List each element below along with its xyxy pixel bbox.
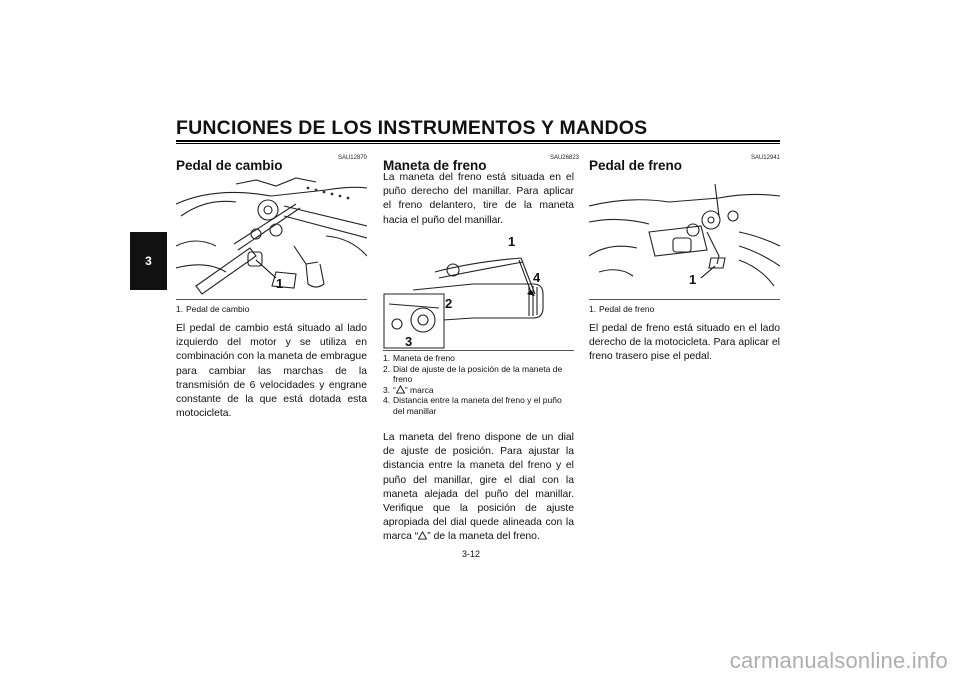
figure-caption bbox=[176, 304, 367, 315]
triangle-mark-icon bbox=[418, 531, 427, 540]
shift-pedal-figure bbox=[176, 176, 367, 298]
section-code: SAU12870 bbox=[337, 155, 367, 161]
figure-callout-1: 1 bbox=[276, 276, 284, 291]
page-header-title: FUNCIONES DE LOS INSTRUMENTOS Y MANDOS bbox=[176, 117, 648, 139]
brake-pedal-figure bbox=[589, 176, 780, 298]
figure-callout-3: 3 bbox=[405, 334, 413, 349]
watermark: carmanualsonline.info bbox=[729, 648, 948, 673]
figure-caption bbox=[589, 304, 780, 315]
figure-callout-1: 1 bbox=[689, 272, 697, 287]
caption-divider bbox=[383, 350, 574, 351]
caption-divider bbox=[589, 299, 780, 300]
caption-item: 4. Distancia entre la maneta del freno y el puño del manillar bbox=[383, 395, 562, 416]
header-rule bbox=[176, 140, 780, 142]
figure-callout-2: 2 bbox=[445, 296, 453, 311]
page-number: 3-12 bbox=[462, 549, 481, 559]
section-code: SAU26823 bbox=[549, 155, 579, 161]
chapter-tab: 3 bbox=[130, 232, 167, 290]
brake-lever-figure bbox=[383, 232, 574, 350]
section-title: Pedal de freno bbox=[589, 158, 683, 173]
caption-item: 1. Pedal de cambio bbox=[176, 304, 250, 314]
section-title: Pedal de cambio bbox=[176, 158, 283, 173]
section-title: Maneta de freno bbox=[383, 158, 487, 173]
caption-item: 1. Pedal de freno bbox=[589, 304, 655, 314]
section-code: SAU12941 bbox=[750, 155, 780, 161]
figure-caption bbox=[383, 353, 574, 416]
caption-item: 2. Dial de ajuste de la posición de la maneta de freno bbox=[383, 363, 563, 384]
triangle-mark-icon bbox=[396, 385, 405, 394]
intro-paragraph: La maneta del freno está situada en el puño derecho del manillar. Para aplicar el freno delantero, tire de la maneta hacia el puño del manillar. bbox=[383, 172, 574, 226]
body-paragraph: La maneta del freno dispone de un dial de ajuste de posición. Para ajustar la distancia entre la maneta del freno y el puño del manillar, gire el dial con la maneta alejada del puño del manillar. Verifique que la posición de ajuste apropiada del dial quede alineada con la marca “ ” de la maneta del freno. bbox=[383, 432, 574, 543]
figure-callout-1: 1 bbox=[508, 234, 516, 249]
caption-item: 1. Maneta de freno bbox=[383, 353, 455, 363]
figure-callout-4: 4 bbox=[533, 270, 541, 285]
body-paragraph: El pedal de cambio está situado al lado izquierdo del motor y se utiliza en combinación con la maneta de embrague para cambiar las marchas de la transmisión de 6 velocidades y engrane constante de la que está dotada esta motocicleta. bbox=[176, 323, 367, 420]
caption-item: 3. “ ” marca bbox=[383, 384, 434, 395]
header-rule-thin bbox=[176, 143, 780, 144]
caption-divider bbox=[176, 299, 367, 300]
body-paragraph: El pedal de freno está situado en el lado derecho de la motocicleta. Para aplicar el freno trasero pise el pedal. bbox=[589, 323, 780, 363]
